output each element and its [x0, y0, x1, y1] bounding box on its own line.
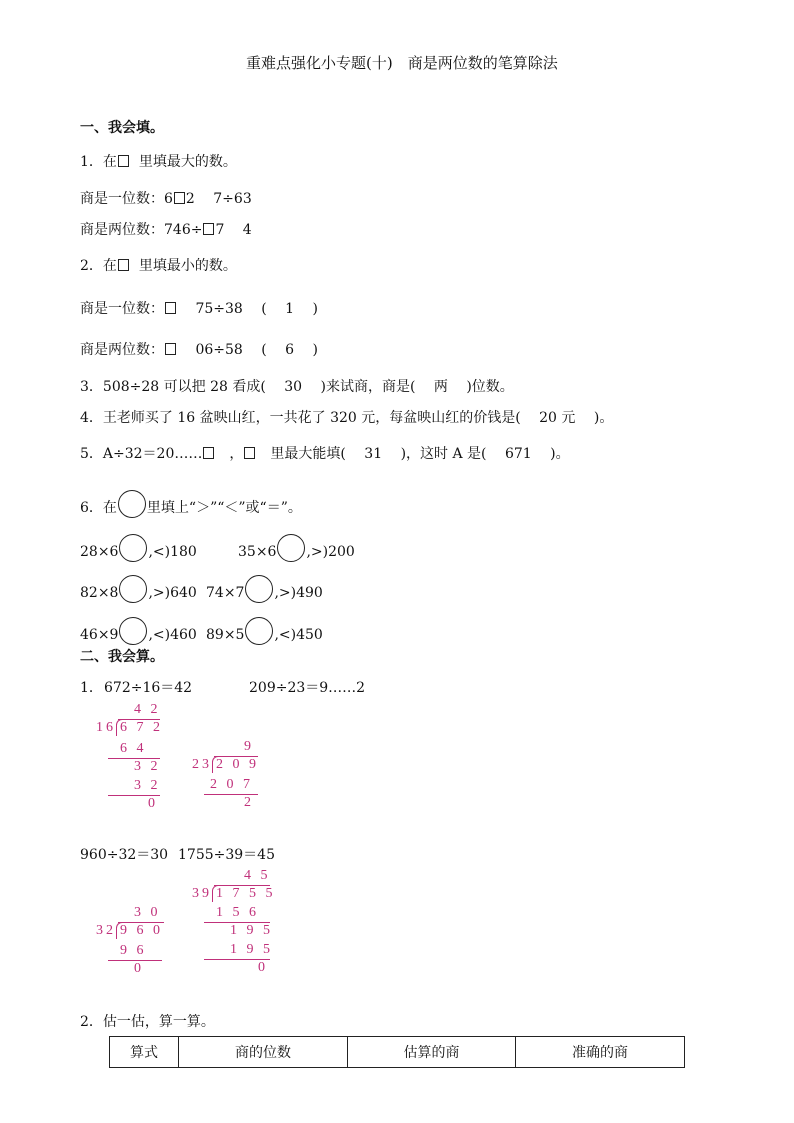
- blank-box-icon: [165, 302, 176, 314]
- partial-product: 9 6: [120, 943, 147, 958]
- remainder: 1 9 5: [230, 923, 273, 938]
- partial-product: 6 4: [120, 741, 147, 756]
- table-header: 算式: [110, 1037, 179, 1068]
- compare-item: 46×9 ,<)460: [80, 617, 197, 645]
- quotient: 9: [244, 739, 254, 754]
- remainder: 0: [258, 960, 268, 975]
- dividend: 6 7 2: [120, 720, 163, 735]
- q5: 5．A÷32＝20…… ， 里最大能填( 31 )，这时 A 是( 671 )。: [80, 446, 570, 462]
- section1-heading: 一、我会填。: [80, 120, 164, 136]
- table-header: 估算的商: [348, 1037, 516, 1068]
- q2-line2: 商是两位数： 06÷58 ( 6 ): [80, 342, 318, 358]
- quotient: 4 5: [244, 868, 271, 883]
- table-header-row: [110, 1037, 685, 1068]
- section2-heading: 二、我会算。: [80, 649, 164, 665]
- compare-item: 74×7 ,>)490: [206, 575, 323, 603]
- blank-circle-icon: [118, 490, 146, 518]
- q4: 4．王老师买了 16 盆映山红，一共花了 320 元，每盆映山红的价钱是( 20 元 )。: [80, 410, 614, 426]
- quotient: 4 2: [134, 702, 161, 717]
- blank-box-icon: [203, 447, 214, 459]
- divisor: 32: [96, 923, 116, 938]
- q1-line2: 商是两位数：746÷ 7 4: [80, 222, 252, 238]
- partial-product: 3 2: [134, 778, 161, 793]
- page-title: 重难点强化小专题(十) 商是两位数的笔算除法: [246, 54, 558, 72]
- q1-line1: 商是一位数：6 2 7÷63: [80, 191, 252, 207]
- equation-1755: 1755÷39＝45: [178, 847, 275, 863]
- blank-circle-icon: [119, 575, 147, 603]
- dividend: 2 0 9: [216, 757, 259, 772]
- table-header: 准确的商: [516, 1037, 685, 1068]
- compare-item: 28×6 ,<)180: [80, 534, 197, 562]
- blank-circle-icon: [277, 534, 305, 562]
- remainder: 2: [244, 795, 254, 810]
- estimate-q2-label: 2．估一估，算一算。: [80, 1014, 215, 1030]
- equation-672: 672÷16＝42: [104, 680, 193, 696]
- blank-box-icon: [203, 223, 214, 235]
- blank-box-icon: [244, 447, 255, 459]
- blank-circle-icon: [245, 617, 273, 645]
- compare-item: 82×8 ,>)640: [80, 575, 197, 603]
- blank-circle-icon: [119, 534, 147, 562]
- dividend: 1 7 5 5: [216, 886, 276, 901]
- estimate-table: [109, 1036, 685, 1068]
- blank-box-icon: [118, 259, 129, 271]
- q2-line1: 商是一位数： 75÷38 ( 1 ): [80, 301, 318, 317]
- table-header: 商的位数: [179, 1037, 348, 1068]
- calc-q1-label: 1．: [80, 680, 103, 696]
- blank-circle-icon: [119, 617, 147, 645]
- remainder: 3 2: [134, 759, 161, 774]
- equation-960: 960÷32＝30: [80, 847, 169, 863]
- q1-label: 1．在 里填最大的数。: [80, 154, 237, 170]
- blank-box-icon: [165, 343, 176, 355]
- q6-label: 6．在 里填上“＞”“＜”或“＝”。: [80, 490, 302, 518]
- quotient: 3 0: [134, 905, 161, 920]
- divisor: 23: [192, 757, 212, 772]
- equation-209: 209÷23＝9……2: [249, 680, 366, 696]
- compare-item: 89×5 ,<)450: [206, 617, 323, 645]
- q3: 3．508÷28 可以把 28 看成( 30 )来试商，商是( 两 )位数。: [80, 379, 514, 395]
- blank-box-icon: [118, 155, 129, 167]
- remainder: 0: [134, 961, 144, 976]
- partial-product: 1 9 5: [230, 942, 273, 957]
- q2-label: 2．在 里填最小的数。: [80, 258, 237, 274]
- compare-item: 35×6 ,>)200: [238, 534, 355, 562]
- divisor: 16: [96, 720, 116, 735]
- partial-product: 2 0 7: [210, 777, 253, 792]
- partial-product: 1 5 6: [216, 905, 259, 920]
- divisor: 39: [192, 886, 212, 901]
- blank-box-icon: [174, 192, 185, 204]
- remainder: 0: [148, 796, 158, 811]
- dividend: 9 6 0: [120, 923, 163, 938]
- blank-circle-icon: [245, 575, 273, 603]
